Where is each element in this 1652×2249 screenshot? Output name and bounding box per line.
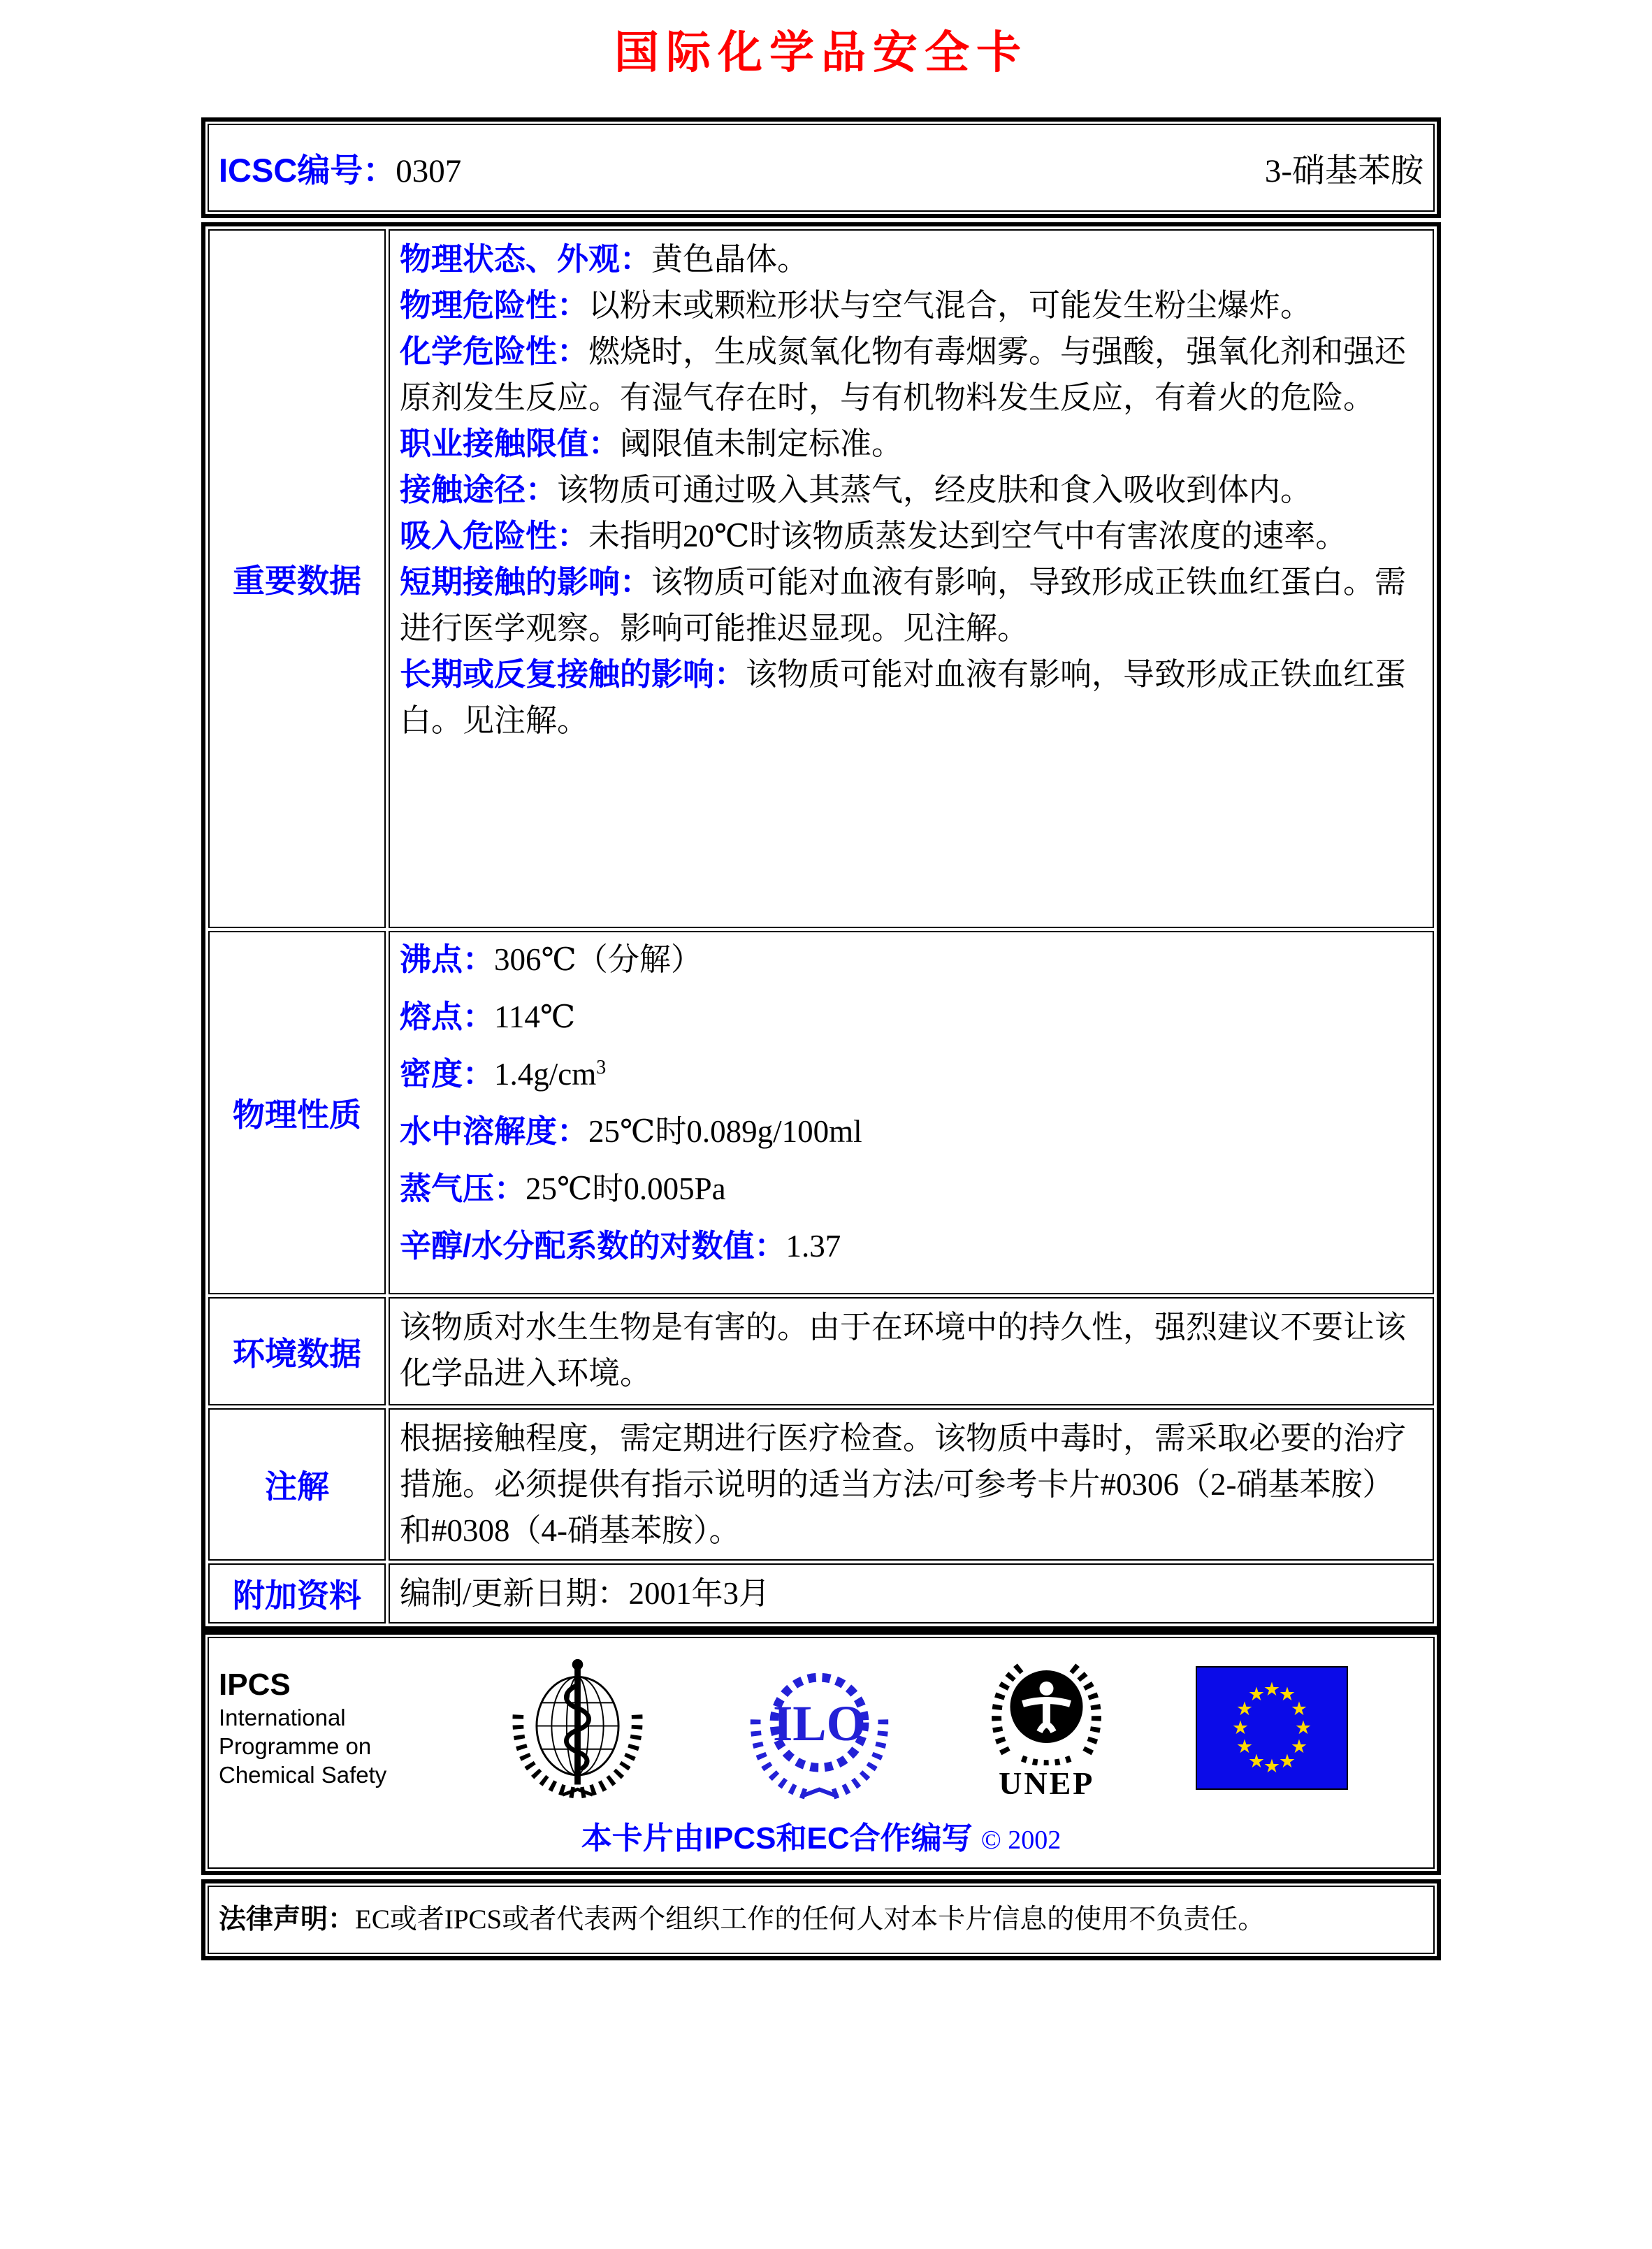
data-paragraph: 短期接触的影响：该物质可能对血液有影响，导致形成正铁血红蛋白。需进行医学观察。影响可能推迟显现。见注解。 [400, 564, 1407, 646]
environmental-data-content: 该物质对水生生物是有害的。由于在环境中的持久性，强烈建议不要让该化学品进入环境。 [389, 1297, 1434, 1405]
property-line: 沸点：306℃（分解） [400, 941, 702, 977]
svg-text:★: ★ [1278, 1683, 1296, 1705]
data-paragraph: 吸入危险性：未指明20℃时该物质蒸发达到空气中有害浓度的速率。 [400, 518, 1347, 554]
copyright-text: © 2002 [980, 1825, 1062, 1855]
svg-text:★: ★ [1278, 1750, 1296, 1772]
property-line: 熔点：114℃ [400, 999, 576, 1034]
svg-text:★: ★ [1263, 1678, 1281, 1700]
svg-text:★: ★ [1247, 1683, 1266, 1705]
eu-flag-icon [1196, 1666, 1348, 1790]
chemical-name: 3-硝基苯胺 [1264, 152, 1423, 189]
property-line: 密度：$1.4g/cm^3$ [400, 1056, 607, 1092]
table-row-physical-properties [208, 931, 1434, 1294]
property-line: 水中溶解度：25℃时0.089g/100ml [400, 1113, 862, 1149]
table-row-notes [208, 1408, 1434, 1561]
legal-label: 法律声明： [219, 1904, 356, 1935]
icsc-card [201, 0, 1441, 1960]
footer-box [201, 1630, 1441, 1875]
who-logo-icon [499, 1656, 656, 1800]
header-box [201, 117, 1441, 218]
table-row-environmental-data [208, 1297, 1434, 1405]
row-label-notes: 注解 [208, 1408, 386, 1561]
row-label-environmental-data: 环境数据 [208, 1297, 386, 1405]
credit-text: 本卡片由IPCS和EC合作编写 [581, 1821, 973, 1856]
svg-text:★: ★ [1247, 1750, 1266, 1772]
svg-text:★: ★ [1236, 1698, 1254, 1720]
icsc-number-value: 0307 [396, 152, 462, 189]
legal-box [201, 1879, 1441, 1960]
property-line: 蒸气压：25℃时0.005Pa [400, 1171, 726, 1206]
data-paragraph: 物理状态、外观：黄色晶体。 [400, 241, 809, 277]
data-paragraph: 接触途径：该物质可通过吸入其蒸气，经皮肤和食入吸收到体内。 [400, 472, 1312, 507]
ipcs-text-block: IPCS International Programme on Chemical Safety [219, 1667, 414, 1789]
row-label-physical-properties: 物理性质 [208, 931, 386, 1294]
ilo-logo-icon [741, 1654, 898, 1802]
row-label-important-data: 重要数据 [208, 229, 386, 928]
table-row-important-data [208, 229, 1434, 928]
notes-content: 根据接触程度，需定期进行医疗检查。该物质中毒时，需采取必要的治疗措施。必须提供有指示说明的适当方法/可参考卡片#0306（2-硝基苯胺）和#0308（4-硝基苯胺）。 [389, 1408, 1434, 1561]
data-paragraph: 长期或反复接触的影响：该物质可能对血液有影响，导致形成正铁血红蛋白。见注解。 [400, 656, 1407, 738]
table-row-additional-info [208, 1563, 1434, 1624]
svg-text:★: ★ [1263, 1755, 1281, 1777]
svg-text:★: ★ [1231, 1716, 1249, 1739]
svg-text:★: ★ [1290, 1735, 1308, 1758]
ilo-letters: ILO [772, 1695, 866, 1752]
row-label-additional-info: 附加资料 [208, 1563, 386, 1624]
svg-text:★: ★ [1290, 1698, 1308, 1720]
credit-line [209, 1813, 1433, 1858]
svg-text:★: ★ [1236, 1735, 1254, 1758]
logo-row [209, 1638, 1433, 1802]
physical-properties-content [389, 931, 1434, 1294]
legal-notice [208, 1886, 1435, 1954]
important-data-content [389, 229, 1434, 928]
data-paragraph: 物理危险性：以粉末或颗粒形状与空气混合，可能发生粉尘爆炸。 [400, 287, 1312, 323]
property-line: 辛醇/水分配系数的对数值：1.37 [400, 1228, 841, 1264]
icsc-number-field [219, 145, 461, 191]
data-paragraph: 化学危险性：燃烧时，生成氮氧化物有毒烟雾。与强酸，强氧化剂和强还原剂发生反应。有湿气存在时，与有机物料发生反应，有着火的危险。 [400, 333, 1407, 415]
unep-logo-icon [982, 1654, 1111, 1765]
safety-data-table [201, 222, 1441, 1630]
additional-info-content: 编制/更新日期：2001年3月 [389, 1563, 1434, 1624]
legal-text: EC或者IPCS或者代表两个组织工作的任何人对本卡片信息的使用不负责任。 [355, 1904, 1266, 1935]
svg-text:★: ★ [1294, 1716, 1312, 1739]
page-title: 国际化学品安全卡 [614, 27, 1028, 78]
unep-logo-block [982, 1654, 1111, 1802]
ipcs-acronym: IPCS [219, 1667, 291, 1702]
icsc-number-label: ICSC编号： [219, 151, 396, 189]
unep-letters: UNEP [999, 1765, 1095, 1801]
data-paragraph: 职业接触限值：阈限值未制定标准。 [400, 426, 904, 461]
